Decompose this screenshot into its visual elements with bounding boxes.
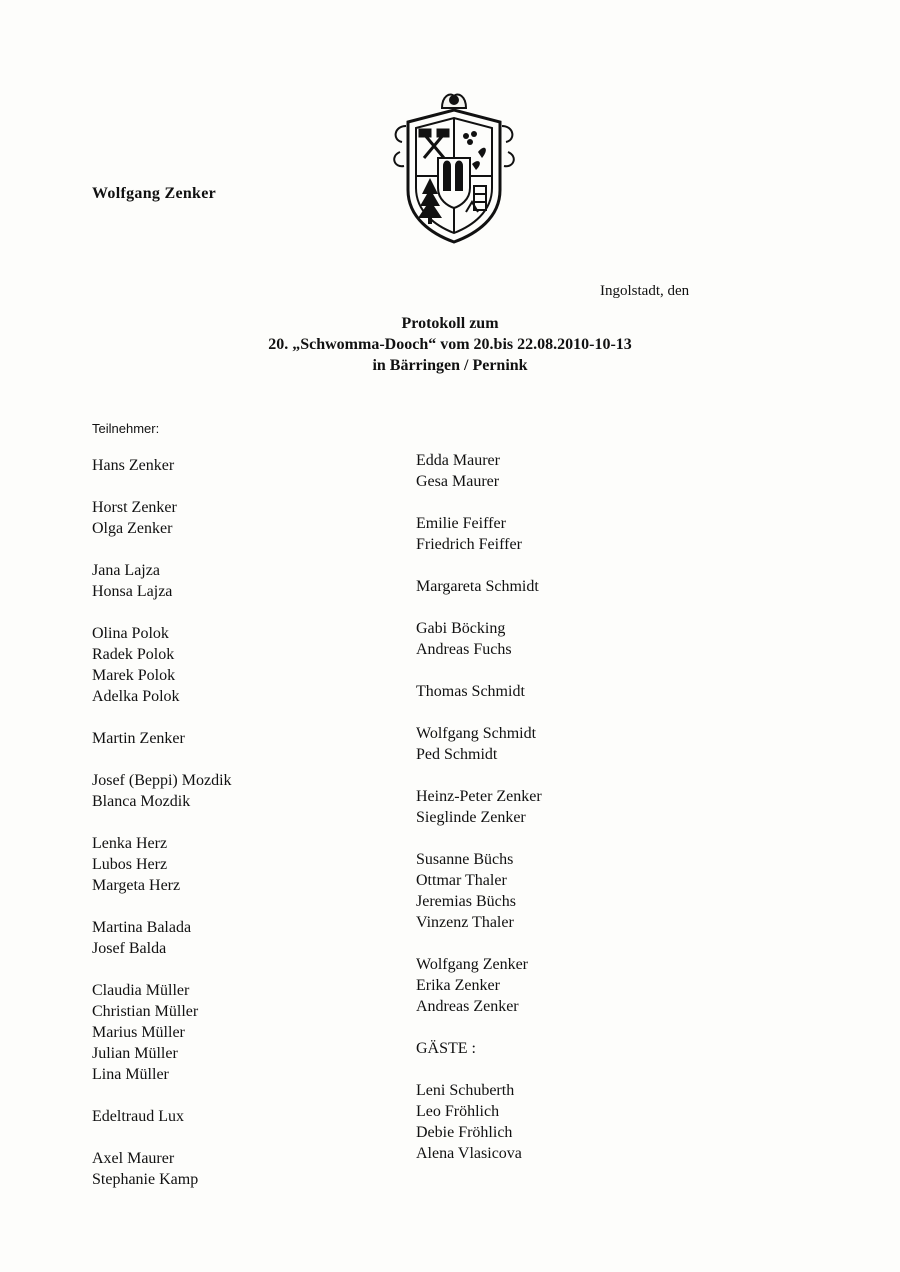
participant-name: Susanne Büchs	[416, 851, 514, 868]
participant-name: Gesa Maurer	[416, 473, 500, 490]
participant-name: Lenka Herz	[92, 835, 168, 852]
participants-right-column	[416, 450, 542, 1164]
participant-name: Margeta Herz	[92, 877, 181, 894]
participant-name: Martin Zenker	[92, 730, 185, 747]
author-name: Wolfgang Zenker	[92, 185, 217, 202]
participant-name: Josef Balda	[92, 940, 167, 957]
participant-name: Margareta Schmidt	[416, 578, 539, 595]
participant-name: Stephanie Kamp	[92, 1171, 199, 1188]
participant-name: Vinzenz Thaler	[416, 914, 514, 931]
participant-name: Blanca Mozdik	[92, 793, 191, 810]
participant-name: Josef (Beppi) Mozdik	[92, 772, 232, 789]
participant-name: Olga Zenker	[92, 520, 173, 537]
participant-name: Christian Müller	[92, 1003, 199, 1020]
guests-heading: GÄSTE :	[416, 1040, 476, 1057]
participant-name: Radek Polok	[92, 646, 175, 663]
participant-name: Martina Balada	[92, 919, 192, 936]
participant-name: Horst Zenker	[92, 499, 177, 516]
participant-name: Edeltraud Lux	[92, 1108, 184, 1125]
participant-name: Heinz-Peter Zenker	[416, 788, 542, 805]
participant-name: Edda Maurer	[416, 452, 500, 469]
protocol-title	[230, 313, 670, 376]
participant-name: Andreas Zenker	[416, 998, 519, 1015]
participant-name: Ottmar Thaler	[416, 872, 507, 889]
participant-name: Wolfgang Schmidt	[416, 725, 537, 742]
place-date: Ingolstadt, den	[600, 283, 690, 299]
participant-name: Olina Polok	[92, 625, 169, 642]
participant-name: Thomas Schmidt	[416, 683, 525, 700]
participant-name: Jeremias Büchs	[416, 893, 516, 910]
title-line-2: 20. „Schwomma-Dooch“ vom 20.bis 22.08.2010-10-13	[268, 336, 632, 353]
guest-name: Leo Fröhlich	[416, 1103, 500, 1120]
guest-name: Alena Vlasicova	[416, 1145, 522, 1162]
participant-name: Ped Schmidt	[416, 746, 498, 763]
coat-of-arms-icon	[386, 86, 522, 244]
participant-name: Marek Polok	[92, 667, 176, 684]
participant-name: Honsa Lajza	[92, 583, 173, 600]
participant-name: Gabi Böcking	[416, 620, 506, 637]
participant-name: Lina Müller	[92, 1066, 169, 1083]
participant-name: Axel Maurer	[92, 1150, 175, 1167]
participant-name: Marius Müller	[92, 1024, 185, 1041]
participant-name: Friedrich Feiffer	[416, 536, 522, 553]
guest-name: Debie Fröhlich	[416, 1124, 513, 1141]
participant-name: Wolfgang Zenker	[416, 956, 528, 973]
participant-name: Claudia Müller	[92, 982, 190, 999]
participant-name: Emilie Feiffer	[416, 515, 506, 532]
participant-name: Adelka Polok	[92, 688, 180, 705]
participant-name: Erika Zenker	[416, 977, 500, 994]
participant-name: Hans Zenker	[92, 457, 175, 474]
participant-name: Andreas Fuchs	[416, 641, 512, 658]
participants-label: Teilnehmer:	[92, 421, 160, 436]
guest-name: Leni Schuberth	[416, 1082, 515, 1099]
participants-left-column	[92, 455, 232, 1190]
participant-name: Julian Müller	[92, 1045, 178, 1062]
participant-name: Lubos Herz	[92, 856, 168, 873]
participant-name: Sieglinde Zenker	[416, 809, 526, 826]
participant-name: Jana Lajza	[92, 562, 160, 579]
title-line-1: Protokoll zum	[401, 315, 499, 332]
title-line-3: in Bärringen / Pernink	[372, 357, 528, 374]
